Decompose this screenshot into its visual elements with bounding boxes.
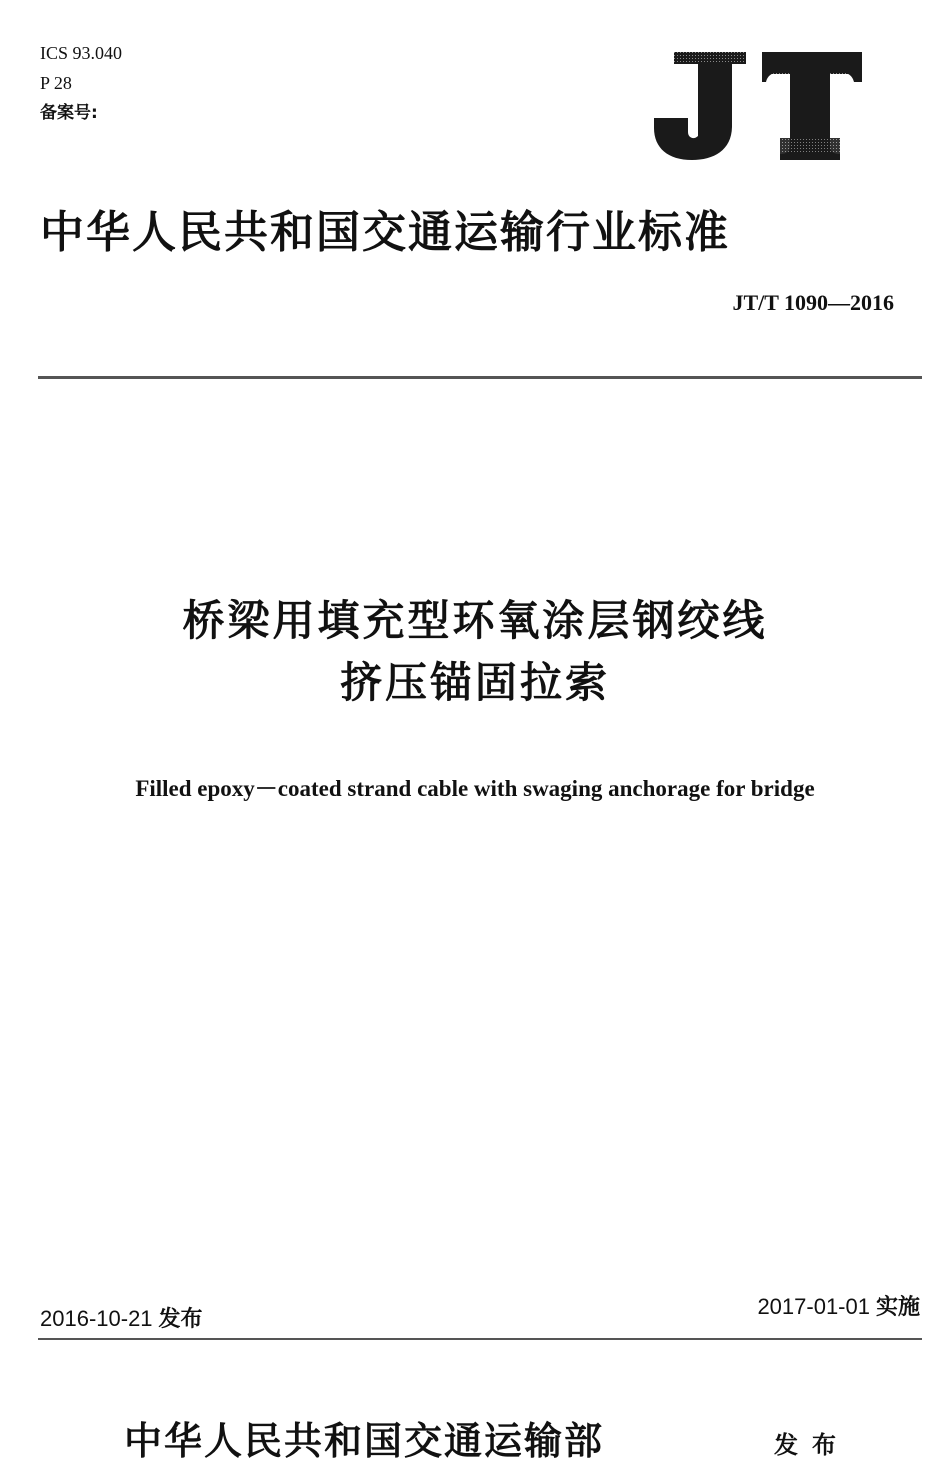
record-number: 备案号: [40,103,98,123]
issue-date-block [40,1302,203,1333]
issue-label: 发布 [158,1307,203,1332]
document-title-line1: 桥梁用填充型环氧涂层钢绞线 [182,596,768,645]
p-code: P 28 [40,73,72,93]
implement-date: 2017-01-01 [757,1294,870,1319]
ics-code: ICS 93.040 [40,43,123,63]
classification-block [40,38,122,128]
english-title: Filled epoxy－coated strand cable with swaging anchorage for bridge [135,776,815,801]
issue-date: 2016-10-21 [40,1306,153,1331]
publish-label: 发布 [774,1431,850,1459]
implement-label: 实施 [875,1295,920,1320]
bottom-divider [38,1338,922,1340]
standard-category-title: 中华人民共和国交通运输行业标准 [40,207,730,258]
implement-date-block [757,1290,920,1321]
jt-logo [652,48,864,162]
standard-number: JT/T 1090—2016 [732,290,894,315]
publisher-name: 中华人民共和国交通运输部 [124,1418,605,1463]
document-title-line2: 挤压锚固拉索 [339,658,610,707]
top-divider [38,376,922,379]
